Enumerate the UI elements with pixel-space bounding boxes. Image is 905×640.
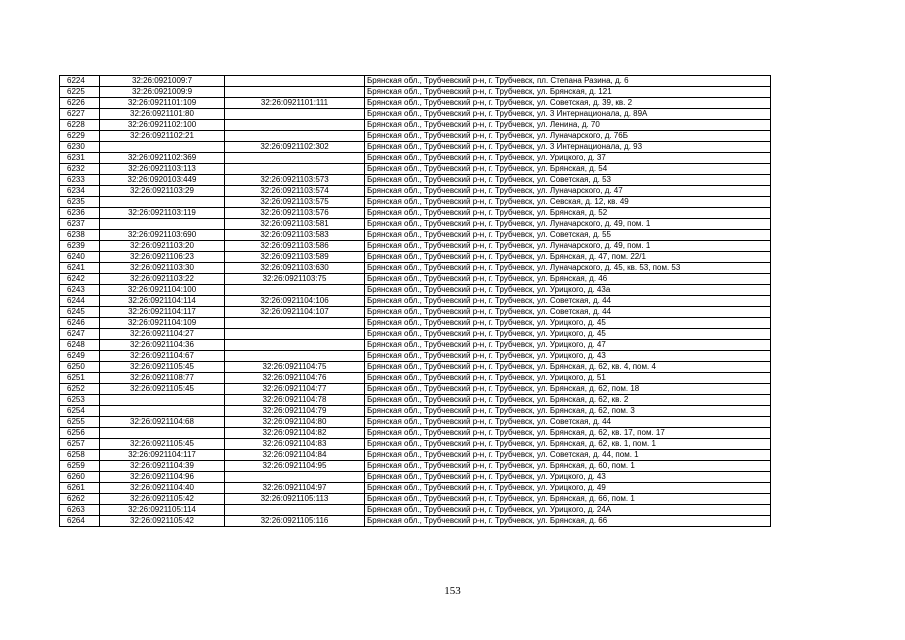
linked-cadastral-number-cell: 32:26:0921104:78 [225,395,365,406]
row-number-cell: 6253 [60,395,100,406]
cadastral-number-cell: 32:26:0921104:39 [100,461,225,472]
cadastral-number-cell [100,142,225,153]
table-row [60,208,771,219]
row-number-cell: 6258 [60,450,100,461]
cadastral-number-cell: 32:26:0921104:67 [100,351,225,362]
table-row [60,285,771,296]
cadastral-number-cell: 32:26:0921101:109 [100,98,225,109]
cadastral-number-cell: 32:26:0921105:42 [100,494,225,505]
cadastral-number-cell: 32:26:0921104:27 [100,329,225,340]
linked-cadastral-number-cell [225,505,365,516]
table-row [60,373,771,384]
row-number-cell: 6251 [60,373,100,384]
row-number-cell: 6259 [60,461,100,472]
cadastral-number-cell: 32:26:0921108:77 [100,373,225,384]
linked-cadastral-number-cell [225,76,365,87]
row-number-cell: 6240 [60,252,100,263]
cadastral-number-cell: 32:26:0921106:23 [100,252,225,263]
row-number-cell: 6262 [60,494,100,505]
linked-cadastral-number-cell: 32:26:0921104:83 [225,439,365,450]
linked-cadastral-number-cell: 32:26:0921104:84 [225,450,365,461]
address-cell: Брянская обл., Трубчевский р-н, г. Трубчевск, ул. Советская, д. 39, кв. 2 [365,98,771,109]
linked-cadastral-number-cell: 32:26:0921101:111 [225,98,365,109]
table-row [60,120,771,131]
linked-cadastral-number-cell: 32:26:0921104:82 [225,428,365,439]
table-row [60,494,771,505]
cadastral-number-cell: 32:26:0921103:22 [100,274,225,285]
row-number-cell: 6232 [60,164,100,175]
address-cell: Брянская обл., Трубчевский р-н, г. Трубчевск, ул. Брянская, д. 47, пом. 22/1 [365,252,771,263]
address-cell: Брянская обл., Трубчевский р-н, г. Трубчевск, ул. Луначарского, д. 76Б [365,131,771,142]
row-number-cell: 6244 [60,296,100,307]
table-row [60,472,771,483]
table-row [60,252,771,263]
row-number-cell: 6234 [60,186,100,197]
row-number-cell: 6235 [60,197,100,208]
address-cell: Брянская обл., Трубчевский р-н, г. Трубчевск, ул. Луначарского, д. 49, пом. 1 [365,219,771,230]
table-row [60,274,771,285]
row-number-cell: 6224 [60,76,100,87]
cadastral-number-cell: 32:26:0921103:690 [100,230,225,241]
address-cell: Брянская обл., Трубчевский р-н, г. Трубчевск, ул. Ленина, д. 70 [365,120,771,131]
cadastral-number-cell: 32:26:0921009:9 [100,87,225,98]
address-cell: Брянская обл., Трубчевский р-н, г. Трубчевск, ул. Урицкого, д. 37 [365,153,771,164]
address-cell: Брянская обл., Трубчевский р-н, г. Трубчевск, ул. Севская, д. 12, кв. 49 [365,197,771,208]
row-number-cell: 6260 [60,472,100,483]
address-cell: Брянская обл., Трубчевский р-н, г. Трубчевск, пл. Степана Разина, д. 6 [365,76,771,87]
row-number-cell: 6264 [60,516,100,527]
linked-cadastral-number-cell [225,472,365,483]
address-cell: Брянская обл., Трубчевский р-н, г. Трубчевск, ул. Урицкого, д. 43 [365,351,771,362]
address-cell: Брянская обл., Трубчевский р-н, г. Трубчевск, ул. Урицкого, д. 24А [365,505,771,516]
table-row [60,516,771,527]
linked-cadastral-number-cell [225,340,365,351]
linked-cadastral-number-cell [225,153,365,164]
row-number-cell: 6225 [60,87,100,98]
cadastral-number-cell: 32:26:0921104:40 [100,483,225,494]
address-cell: Брянская обл., Трубчевский р-н, г. Трубчевск, ул. Урицкого, д. 47 [365,340,771,351]
linked-cadastral-number-cell: 32:26:0921103:583 [225,230,365,241]
table-row [60,87,771,98]
row-number-cell: 6236 [60,208,100,219]
row-number-cell: 6263 [60,505,100,516]
row-number-cell: 6256 [60,428,100,439]
linked-cadastral-number-cell: 32:26:0921104:77 [225,384,365,395]
linked-cadastral-number-cell: 32:26:0921104:75 [225,362,365,373]
table-row [60,230,771,241]
table-row [60,131,771,142]
address-cell: Брянская обл., Трубчевский р-н, г. Трубчевск, ул. Брянская, д. 52 [365,208,771,219]
table-row [60,417,771,428]
row-number-cell: 6243 [60,285,100,296]
table-row [60,439,771,450]
row-number-cell: 6250 [60,362,100,373]
table-row [60,340,771,351]
row-number-cell: 6252 [60,384,100,395]
row-number-cell: 6242 [60,274,100,285]
cadastral-number-cell: 32:26:0921102:369 [100,153,225,164]
row-number-cell: 6249 [60,351,100,362]
address-cell: Брянская обл., Трубчевский р-н, г. Трубчевск, ул. Брянская, д. 46 [365,274,771,285]
address-cell: Брянская обл., Трубчевский р-н, г. Трубчевск, ул. Урицкого, д. 43а [365,285,771,296]
cadastral-number-cell [100,197,225,208]
address-cell: Брянская обл., Трубчевский р-н, г. Трубчевск, ул. Брянская, д. 62, кв. 1, пом. 1 [365,439,771,450]
cadastral-number-cell [100,406,225,417]
address-cell: Брянская обл., Трубчевский р-н, г. Трубчевск, ул. Луначарского, д. 49, пом. 1 [365,241,771,252]
row-number-cell: 6238 [60,230,100,241]
table-row [60,307,771,318]
linked-cadastral-number-cell [225,87,365,98]
table-row [60,164,771,175]
table-row [60,109,771,120]
address-cell: Брянская обл., Трубчевский р-н, г. Трубчевск, ул. Луначарского, д. 47 [365,186,771,197]
address-cell: Брянская обл., Трубчевский р-н, г. Трубчевск, ул. Брянская, д. 121 [365,87,771,98]
address-cell: Брянская обл., Трубчевский р-н, г. Трубчевск, ул. Советская, д. 44, пом. 1 [365,450,771,461]
address-cell: Брянская обл., Трубчевский р-н, г. Трубчевск, ул. Советская, д. 55 [365,230,771,241]
linked-cadastral-number-cell [225,109,365,120]
linked-cadastral-number-cell: 32:26:0921104:97 [225,483,365,494]
table-row [60,76,771,87]
cadastral-number-cell [100,395,225,406]
address-cell: Брянская обл., Трубчевский р-н, г. Трубчевск, ул. Советская, д. 53 [365,175,771,186]
linked-cadastral-number-cell: 32:26:0921104:76 [225,373,365,384]
row-number-cell: 6226 [60,98,100,109]
linked-cadastral-number-cell: 32:26:0921103:75 [225,274,365,285]
table-row [60,406,771,417]
table-row [60,186,771,197]
address-cell: Брянская обл., Трубчевский р-н, г. Трубчевск, ул. Брянская, д. 66 [365,516,771,527]
table-row [60,329,771,340]
cadastral-number-cell: 32:26:0921104:117 [100,307,225,318]
table-row [60,142,771,153]
cadastral-number-cell: 32:26:0921104:117 [100,450,225,461]
linked-cadastral-number-cell [225,120,365,131]
address-cell: Брянская обл., Трубчевский р-н, г. Трубчевск, ул. Советская, д. 44 [365,296,771,307]
table-row [60,98,771,109]
page-number: 153 [444,585,461,597]
cadastral-number-cell: 32:26:0921103:20 [100,241,225,252]
linked-cadastral-number-cell: 32:26:0921103:586 [225,241,365,252]
cadastral-number-cell [100,428,225,439]
row-number-cell: 6257 [60,439,100,450]
linked-cadastral-number-cell: 32:26:0921103:576 [225,208,365,219]
address-cell: Брянская обл., Трубчевский р-н, г. Трубчевск, ул. Брянская, д. 54 [365,164,771,175]
address-cell: Брянская обл., Трубчевский р-н, г. Трубчевск, ул. Брянская, д. 60, пом. 1 [365,461,771,472]
cadastral-number-cell [100,219,225,230]
linked-cadastral-number-cell [225,164,365,175]
linked-cadastral-number-cell [225,285,365,296]
address-cell: Брянская обл., Трубчевский р-н, г. Трубчевск, ул. Урицкого, д. 45 [365,329,771,340]
table-row [60,219,771,230]
address-cell: Брянская обл., Трубчевский р-н, г. Трубчевск, ул. Брянская, д. 62, кв. 4, пом. 4 [365,362,771,373]
linked-cadastral-number-cell: 32:26:0921103:630 [225,263,365,274]
cadastral-number-cell: 32:26:0921103:30 [100,263,225,274]
row-number-cell: 6227 [60,109,100,120]
linked-cadastral-number-cell: 32:26:0921103:581 [225,219,365,230]
table-body [60,76,771,527]
address-cell: Брянская обл., Трубчевский р-н, г. Трубчевск, ул. Урицкого, д. 45 [365,318,771,329]
row-number-cell: 6237 [60,219,100,230]
linked-cadastral-number-cell: 32:26:0921103:574 [225,186,365,197]
cadastral-number-cell: 32:26:0921104:36 [100,340,225,351]
cadastral-number-cell: 32:26:0921104:68 [100,417,225,428]
cadastral-number-cell: 32:26:0921105:45 [100,362,225,373]
address-cell: Брянская обл., Трубчевский р-н, г. Трубчевск, ул. Урицкого, д. 43 [365,472,771,483]
table-row [60,450,771,461]
row-number-cell: 6231 [60,153,100,164]
address-cell: Брянская обл., Трубчевский р-н, г. Трубчевск, ул. Урицкого, д. 51 [365,373,771,384]
row-number-cell: 6229 [60,131,100,142]
cadastral-number-cell: 32:26:0921104:114 [100,296,225,307]
address-cell: Брянская обл., Трубчевский р-н, г. Трубчевск, ул. Брянская, д. 62, пом. 3 [365,406,771,417]
cadastral-number-cell: 32:26:0921103:113 [100,164,225,175]
address-cell: Брянская обл., Трубчевский р-н, г. Трубчевск, ул. Брянская, д. 62, кв. 17, пом. 17 [365,428,771,439]
table-row [60,351,771,362]
table-row [60,483,771,494]
row-number-cell: 6261 [60,483,100,494]
address-cell: Брянская обл., Трубчевский р-н, г. Трубчевск, ул. Брянская, д. 66, пом. 1 [365,494,771,505]
table-row [60,362,771,373]
linked-cadastral-number-cell: 32:26:0921103:573 [225,175,365,186]
cadastral-number-cell: 32:26:0921102:100 [100,120,225,131]
linked-cadastral-number-cell: 32:26:0921103:589 [225,252,365,263]
table-row [60,241,771,252]
address-cell: Брянская обл., Трубчевский р-н, г. Трубчевск, ул. Брянская, д. 62, пом. 18 [365,384,771,395]
cadastral-number-cell: 32:26:0921105:45 [100,384,225,395]
row-number-cell: 6254 [60,406,100,417]
cadastral-number-cell: 32:26:0921101:80 [100,109,225,120]
table-row [60,296,771,307]
row-number-cell: 6230 [60,142,100,153]
cadastral-number-cell: 32:26:0921103:119 [100,208,225,219]
linked-cadastral-number-cell: 32:26:0921102:302 [225,142,365,153]
row-number-cell: 6247 [60,329,100,340]
linked-cadastral-number-cell [225,318,365,329]
table-row [60,428,771,439]
row-number-cell: 6228 [60,120,100,131]
cadastral-number-cell: 32:26:0921102:21 [100,131,225,142]
row-number-cell: 6239 [60,241,100,252]
table-row [60,384,771,395]
address-cell: Брянская обл., Трубчевский р-н, г. Трубчевск, ул. Луначарского, д. 45, кв. 53, пом. 53 [365,263,771,274]
row-number-cell: 6241 [60,263,100,274]
linked-cadastral-number-cell [225,351,365,362]
linked-cadastral-number-cell: 32:26:0921104:95 [225,461,365,472]
address-cell: Брянская обл., Трубчевский р-н, г. Трубчевск, ул. Урицкого, д. 49 [365,483,771,494]
row-number-cell: 6245 [60,307,100,318]
linked-cadastral-number-cell: 32:26:0921103:575 [225,197,365,208]
row-number-cell: 6233 [60,175,100,186]
linked-cadastral-number-cell: 32:26:0921104:106 [225,296,365,307]
cadastral-number-cell: 32:26:0921105:114 [100,505,225,516]
linked-cadastral-number-cell: 32:26:0921105:113 [225,494,365,505]
row-number-cell: 6255 [60,417,100,428]
table-row [60,197,771,208]
table-row [60,505,771,516]
linked-cadastral-number-cell [225,131,365,142]
linked-cadastral-number-cell: 32:26:0921104:79 [225,406,365,417]
address-cell: Брянская обл., Трубчевский р-н, г. Трубчевск, ул. 3 Интернационала, д. 93 [365,142,771,153]
address-cell: Брянская обл., Трубчевский р-н, г. Трубчевск, ул. Советская, д. 44 [365,307,771,318]
table-row [60,461,771,472]
cadastral-table [59,75,771,527]
table-row [60,175,771,186]
table-row [60,395,771,406]
address-cell: Брянская обл., Трубчевский р-н, г. Трубчевск, ул. Брянская, д. 62, кв. 2 [365,395,771,406]
linked-cadastral-number-cell: 32:26:0921104:107 [225,307,365,318]
cadastral-number-cell: 32:26:0921105:45 [100,439,225,450]
cadastral-number-cell: 32:26:0921104:109 [100,318,225,329]
row-number-cell: 6246 [60,318,100,329]
cadastral-number-cell: 32:26:0921103:29 [100,186,225,197]
cadastral-number-cell: 32:26:0921105:42 [100,516,225,527]
linked-cadastral-number-cell: 32:26:0921104:80 [225,417,365,428]
cadastral-number-cell: 32:26:0921104:100 [100,285,225,296]
cadastral-number-cell: 32:26:0921009:7 [100,76,225,87]
cadastral-number-cell: 32:26:0920103:449 [100,175,225,186]
linked-cadastral-number-cell [225,329,365,340]
address-cell: Брянская обл., Трубчевский р-н, г. Трубчевск, ул. Советская, д. 44 [365,417,771,428]
table-row [60,263,771,274]
address-cell: Брянская обл., Трубчевский р-н, г. Трубчевск, ул. 3 Интернационала, д. 89А [365,109,771,120]
cadastral-number-cell: 32:26:0921104:96 [100,472,225,483]
table-row [60,153,771,164]
linked-cadastral-number-cell: 32:26:0921105:116 [225,516,365,527]
table-row [60,318,771,329]
row-number-cell: 6248 [60,340,100,351]
